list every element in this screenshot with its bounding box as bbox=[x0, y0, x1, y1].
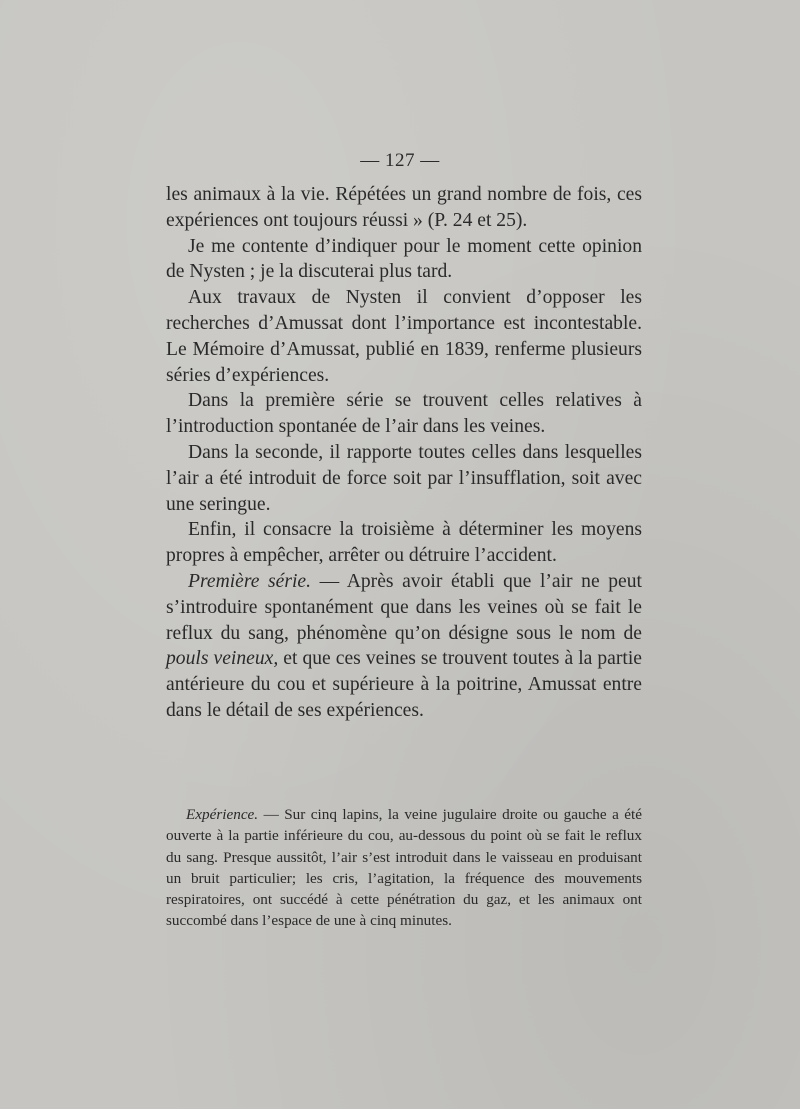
paragraph-first-series: Dans la première série se trouvent celles relatives à l’introduction spontanée de l’air dans les veines. bbox=[166, 390, 642, 438]
note-paragraph bbox=[166, 804, 642, 932]
page-number-header: — 127 — bbox=[360, 150, 440, 171]
main-text bbox=[166, 182, 642, 724]
paragraph-text-part-b: et que ces veines se trouvent toutes à la partie antérieure du cou et supérieure à la poitrine, Amussat entre dans le détail de ses expériences. bbox=[166, 648, 642, 721]
paragraph-continuation: les animaux à la vie. Répétées un grand nombre de fois, ces expériences ont toujours réussi » (P. 24 et 25). bbox=[166, 184, 642, 231]
experiment-note bbox=[166, 804, 642, 932]
note-label: Expérience. bbox=[186, 806, 259, 823]
section-label: Première série. bbox=[188, 570, 312, 592]
paragraph-nysten-opinion: Je me contente d’indiquer pour le moment cette opinion de Nysten ; je la discuterai plus tard. bbox=[166, 235, 642, 283]
paragraph-amussat-memoir: Aux travaux de Nysten il convient d’opposer les recherches d’Amussat dont l’importance est incontestable. Le Mémoire d’Amussat, publié en 1839, renferme plusieurs séries d’expériences. bbox=[166, 287, 642, 386]
paragraph-second-series: Dans la seconde, il rapporte toutes celles dans lesquelles l’air a été introduit de force soit par l’insufflation, soit avec une seringue. bbox=[166, 441, 642, 515]
term-pouls-veineux: pouls veineux, bbox=[166, 648, 279, 670]
paragraph-third-series: Enfin, il consacre la troisième à déterminer les moyens propres à empêcher, arrêter ou détruire l’accident. bbox=[166, 519, 642, 567]
paragraph-premiere-serie bbox=[166, 569, 642, 724]
paragraph-text-part-a: — Après avoir établi que l’air ne peut s’introduire spontanément que dans les veines où se fait le reflux du sang, phénomène qu’on désigne sous le nom de bbox=[166, 570, 642, 644]
note-text: — Sur cinq lapins, la veine jugulaire droite ou gauche a été ouverte à la partie inférieure du cou, au-dessous du point où se fait le reflux du sang. Presque aussitôt, l’air s’est introduit dans le vaisseau en produisant un bruit particulier; les cris, l’agitation, la fréquence des mouvements respiratoires, ont succédé à cette pénétration du gaz, et les animaux ont succombé dans l’espace de une à cinq minutes. bbox=[166, 806, 642, 930]
